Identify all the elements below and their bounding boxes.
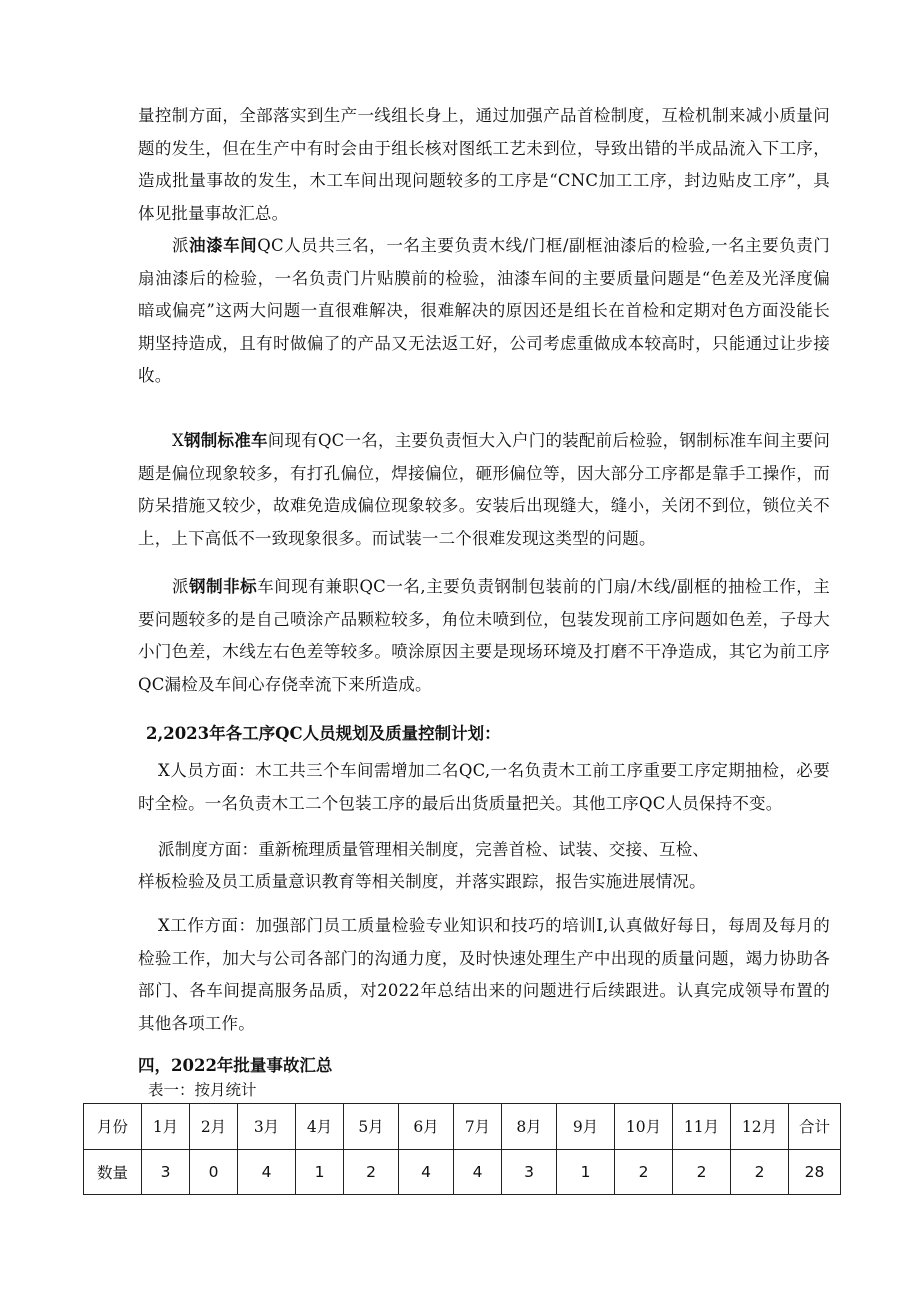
table-header-cell: 12月 [731,1104,789,1150]
subsection-heading: 2,2023年各工序QC人员规划及质量控制计划： [146,724,501,743]
paragraph-text: X人员方面：木工共三个车间需增加二名QC,一名负责木工前工序重要工序定期抽检，必要时全检。一名负责木工二个包装工序的最后出货质量把关。其他工序QC人员保持不变。 [138,761,830,813]
table-cell: 4 [399,1149,454,1195]
table-header-cell: 11月 [673,1104,731,1150]
bullet-marker: 派 [172,577,190,596]
paragraph-text: X工作方面：加强部门员工质量检验专业知识和技巧的培训I,认真做好每日，每周及每月的检验工作，加大与公司各部门的沟通力度，及时快速处理生产中出现的质量问题，竭力协助各部门、各车间提高服务品质，对2022年总结出来的问题进行后续跟进。认真完成领导布置的其他各项工作。 [138,916,830,1033]
paragraph-steel-nonstandard-workshop [138,571,830,701]
table-row-label: 数量 [84,1149,142,1195]
workshop-name: 油漆车间 [189,236,258,255]
table-cell: 2 [673,1149,731,1195]
table-header-cell: 6月 [399,1104,454,1150]
paragraph-personnel-plan [138,755,830,820]
workshop-name: 钢制标准车 [183,431,268,450]
table-header-cell: 5月 [344,1104,399,1150]
table-header-cell: 月份 [84,1104,142,1150]
table-caption: 表一：按月统计 [148,1081,257,1099]
table-header-cell: 9月 [557,1104,615,1150]
paragraph-work-plan [138,910,830,1040]
table-cell: 4 [238,1149,296,1195]
table-header-row [84,1104,841,1150]
table-data-row [84,1149,841,1195]
paragraph-text: 派制度方面：重新梳理质量管理相关制度，完善首检、试装、交接、互检、 [158,840,710,859]
table-header-cell: 8月 [502,1104,557,1150]
paragraph-text: 量控制方面，全部落实到生产一线组长身上，通过加强产品首检制度，互检机制来减小质量问题的发生，但在生产中有时会由于组长核对图纸工艺未到位，导致出错的半成品流入下工序，造成批量事故的发生，木工车间出现问题较多的工序是“CNC加工工序，封边贴皮工序”，具体见批量事故汇总。 [138,106,830,223]
workshop-name: 钢制非标 [189,577,258,596]
table-cell: 3 [502,1149,557,1195]
bullet-marker: 派 [172,236,190,255]
paragraph-system-plan-continued [138,866,830,899]
paragraph-paint-workshop [138,230,830,393]
paragraph-system-plan [138,834,830,867]
paragraph-text: 车间现有兼职QC一名,主要负责钢制包装前的门扇/木线/副框的抽检工作，主要问题较多的是自己喷涂产品颗粒较多，角位未喷到位，包装发现前工序问题如色差，子母大小门色差，木线左右色差等较多。喷涂原因主要是现场环境及打磨不干净造成，其它为前工序QC漏检及车间心存侥幸流下来所造成。 [138,577,830,694]
table-cell: 1 [296,1149,344,1195]
bullet-marker: X [172,431,184,450]
paragraph-steel-standard-workshop [138,425,830,555]
table-cell: 2 [615,1149,673,1195]
table-header-cell: 3月 [238,1104,296,1150]
monthly-accident-table [83,1103,841,1195]
table-header-cell: 1月 [142,1104,190,1150]
table-cell: 4 [454,1149,502,1195]
table-cell: 3 [142,1149,190,1195]
table-header-cell: 7月 [454,1104,502,1150]
table-header-cell: 2月 [190,1104,238,1150]
table-cell: 2 [731,1149,789,1195]
table-header-cell: 4月 [296,1104,344,1150]
table-cell: 0 [190,1149,238,1195]
paragraph-text: QC人员共三名，一名主要负责木线/门框/副框油漆后的检验,一名主要负责门扇油漆后的检验，一名负责门片贴膜前的检验，油漆车间的主要质量问题是“色差及光泽度偏暗或偏亮”这两大问题一直很难解决，很难解决的原因还是组长在首检和定期对色方面没能长期坚持造成，且有时做偏了的产品又无法返工好，公司考虑重做成本较高时，只能通过让步接收。 [138,236,830,385]
table-header-cell: 合计 [789,1104,841,1150]
paragraph-woodwork-quality [138,100,830,230]
paragraph-text: 样板检验及员工质量意识教育等相关制度，并落实跟踪，报告实施进展情况。 [138,872,706,891]
table-header-cell: 10月 [615,1104,673,1150]
table-cell: 1 [557,1149,615,1195]
table-cell: 2 [344,1149,399,1195]
paragraph-text: 间现有QC一名，主要负责恒大入户门的装配前后检验，钢制标准车间主要问题是偏位现象较多，有打孔偏位，焊接偏位，砸形偏位等，因大部分工序都是靠手工操作，而防呆措施又较少，故难免造成偏位现象较多。安装后出现缝大，缝小，关闭不到位，锁位关不上，上下高低不一致现象很多。而试装一二个很难发现这类型的问题。 [138,431,831,548]
table-total-cell: 28 [789,1149,841,1195]
section-title: 四，2022年批量事故汇总 [138,1056,333,1075]
